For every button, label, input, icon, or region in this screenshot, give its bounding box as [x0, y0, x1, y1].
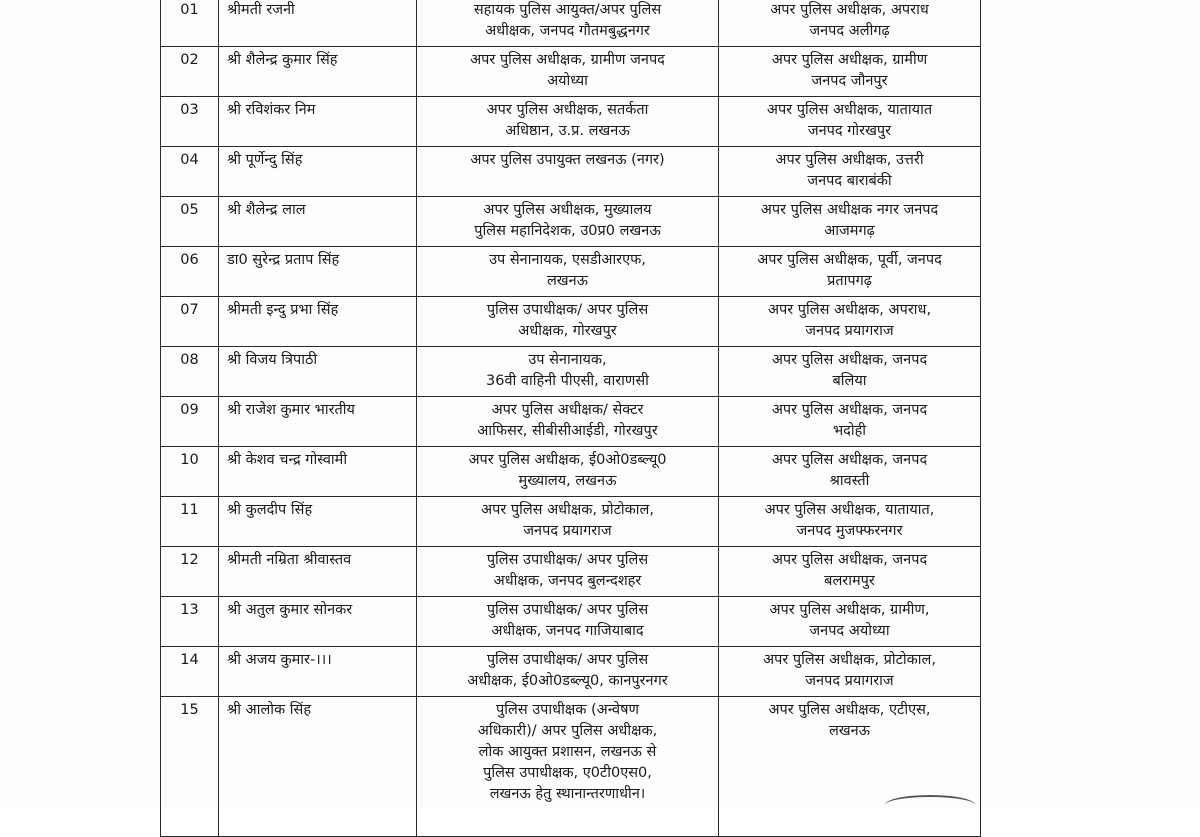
new-posting-cell: अपर पुलिस अधीक्षक, जनपद भदोही: [719, 397, 981, 447]
current-posting-cell: अपर पुलिस अधीक्षक, सतर्कता अधिष्ठान, उ.प्र. लखनऊ: [417, 97, 719, 147]
current-posting-cell: अपर पुलिस अधीक्षक, मुख्यालय पुलिस महानिदेशक, उ0प्र0 लखनऊ: [417, 197, 719, 247]
serial-number-cell: 11: [161, 497, 219, 547]
new-posting-cell: अपर पुलिस अधीक्षक, पूर्वी, जनपद प्रतापगढ़: [719, 247, 981, 297]
current-posting-cell: पुलिस उपाधीक्षक/ अपर पुलिस अधीक्षक, गोरखपुर: [417, 297, 719, 347]
new-posting-cell: अपर पुलिस अधीक्षक नगर जनपद आजमगढ़: [719, 197, 981, 247]
table-row: [161, 347, 981, 397]
serial-number-cell: 03: [161, 97, 219, 147]
officer-name-cell: श्री पूर्णेन्दु सिंह: [219, 147, 417, 197]
table-row: [161, 397, 981, 447]
current-posting-cell: उप सेनानायक, 36वी वाहिनी पीएसी, वाराणसी: [417, 347, 719, 397]
new-posting-cell: अपर पुलिस अधीक्षक, एटीएस, लखनऊ: [719, 697, 981, 837]
current-posting-cell: अपर पुलिस अधीक्षक, ई0ओ0डब्ल्यू0 मुख्यालय, लखनऊ: [417, 447, 719, 497]
table-row: [161, 47, 981, 97]
current-posting-cell: अपर पुलिस अधीक्षक/ सेक्टर आफिसर, सीबीसीआईडी, गोरखपुर: [417, 397, 719, 447]
new-posting-cell: अपर पुलिस अधीक्षक, जनपद बलिया: [719, 347, 981, 397]
current-posting-cell: सहायक पुलिस आयुक्त/अपर पुलिस अधीक्षक, जनपद गौतमबुद्धनगर: [417, 0, 719, 47]
new-posting-cell: अपर पुलिस अधीक्षक, ग्रामीण, जनपद अयोध्या: [719, 597, 981, 647]
officer-name-cell: श्रीमती रजनी: [219, 0, 417, 47]
table-row: [161, 197, 981, 247]
new-posting-cell: अपर पुलिस अधीक्षक, यातायात, जनपद मुजफ्फरनगर: [719, 497, 981, 547]
officer-name-cell: श्री विजय त्रिपाठी: [219, 347, 417, 397]
current-posting-cell: अपर पुलिस उपायुक्त लखनऊ (नगर): [417, 147, 719, 197]
table-row: [161, 697, 981, 837]
officer-name-cell: डा0 सुरेन्द्र प्रताप सिंह: [219, 247, 417, 297]
serial-number-cell: 10: [161, 447, 219, 497]
serial-number-cell: 09: [161, 397, 219, 447]
current-posting-cell: अपर पुलिस अधीक्षक, प्रोटोकाल, जनपद प्रयागराज: [417, 497, 719, 547]
current-posting-cell: पुलिस उपाधीक्षक (अन्वेषण अधिकारी)/ अपर पुलिस अधीक्षक, लोक आयुक्त प्रशासन, लखनऊ से पुलिस उपाधीक्षक, ए0टी0एस0, लखनऊ हेतु स्थानान्तरणाधीन।: [417, 697, 719, 837]
officer-name-cell: श्री कुलदीप सिंह: [219, 497, 417, 547]
table-row: [161, 297, 981, 347]
serial-number-cell: 06: [161, 247, 219, 297]
current-posting-cell: पुलिस उपाधीक्षक/ अपर पुलिस अधीक्षक, जनपद बुलन्दशहर: [417, 547, 719, 597]
officer-name-cell: श्री शैलेन्द्र कुमार सिंह: [219, 47, 417, 97]
current-posting-cell: पुलिस उपाधीक्षक/ अपर पुलिस अधीक्षक, जनपद गाजियाबाद: [417, 597, 719, 647]
officer-name-cell: श्री रविशंकर निम: [219, 97, 417, 147]
officer-name-cell: श्री आलोक सिंह: [219, 697, 417, 837]
officer-name-cell: श्री राजेश कुमार भारतीय: [219, 397, 417, 447]
officer-name-cell: श्रीमती इन्दु प्रभा सिंह: [219, 297, 417, 347]
table-row: [161, 547, 981, 597]
signature-mark: [885, 795, 975, 815]
table-row: [161, 647, 981, 697]
new-posting-cell: अपर पुलिस अधीक्षक, ग्रामीण जनपद जौनपुर: [719, 47, 981, 97]
transfer-list-table: [160, 0, 981, 837]
table-row: [161, 497, 981, 547]
serial-number-cell: 14: [161, 647, 219, 697]
officer-name-cell: श्री अजय कुमार-।।।: [219, 647, 417, 697]
table-row: [161, 0, 981, 47]
table-row: [161, 97, 981, 147]
new-posting-cell: अपर पुलिस अधीक्षक, अपराध जनपद अलीगढ़: [719, 0, 981, 47]
new-posting-cell: अपर पुलिस अधीक्षक, उत्तरी जनपद बाराबंकी: [719, 147, 981, 197]
current-posting-cell: पुलिस उपाधीक्षक/ अपर पुलिस अधीक्षक, ई0ओ0डब्ल्यू0, कानपुरनगर: [417, 647, 719, 697]
serial-number-cell: 15: [161, 697, 219, 837]
table-row: [161, 147, 981, 197]
serial-number-cell: 04: [161, 147, 219, 197]
table-row: [161, 597, 981, 647]
serial-number-cell: 08: [161, 347, 219, 397]
new-posting-cell: अपर पुलिस अधीक्षक, जनपद बलरामपुर: [719, 547, 981, 597]
new-posting-cell: अपर पुलिस अधीक्षक, अपराध, जनपद प्रयागराज: [719, 297, 981, 347]
officer-name-cell: श्री शैलेन्द्र लाल: [219, 197, 417, 247]
new-posting-cell: अपर पुलिस अधीक्षक, जनपद श्रावस्ती: [719, 447, 981, 497]
officer-name-cell: श्री केशव चन्द्र गोस्वामी: [219, 447, 417, 497]
officer-name-cell: श्री अतुल कुमार सोनकर: [219, 597, 417, 647]
serial-number-cell: 07: [161, 297, 219, 347]
serial-number-cell: 02: [161, 47, 219, 97]
current-posting-cell: अपर पुलिस अधीक्षक, ग्रामीण जनपद अयोध्या: [417, 47, 719, 97]
serial-number-cell: 13: [161, 597, 219, 647]
serial-number-cell: 05: [161, 197, 219, 247]
serial-number-cell: 12: [161, 547, 219, 597]
new-posting-cell: अपर पुलिस अधीक्षक, प्रोटोकाल, जनपद प्रयागराज: [719, 647, 981, 697]
current-posting-cell: उप सेनानायक, एसडीआरएफ, लखनऊ: [417, 247, 719, 297]
serial-number-cell: 01: [161, 0, 219, 47]
new-posting-cell: अपर पुलिस अधीक्षक, यातायात जनपद गोरखपुर: [719, 97, 981, 147]
officer-name-cell: श्रीमती नम्रिता श्रीवास्तव: [219, 547, 417, 597]
table-row: [161, 247, 981, 297]
table-row: [161, 447, 981, 497]
